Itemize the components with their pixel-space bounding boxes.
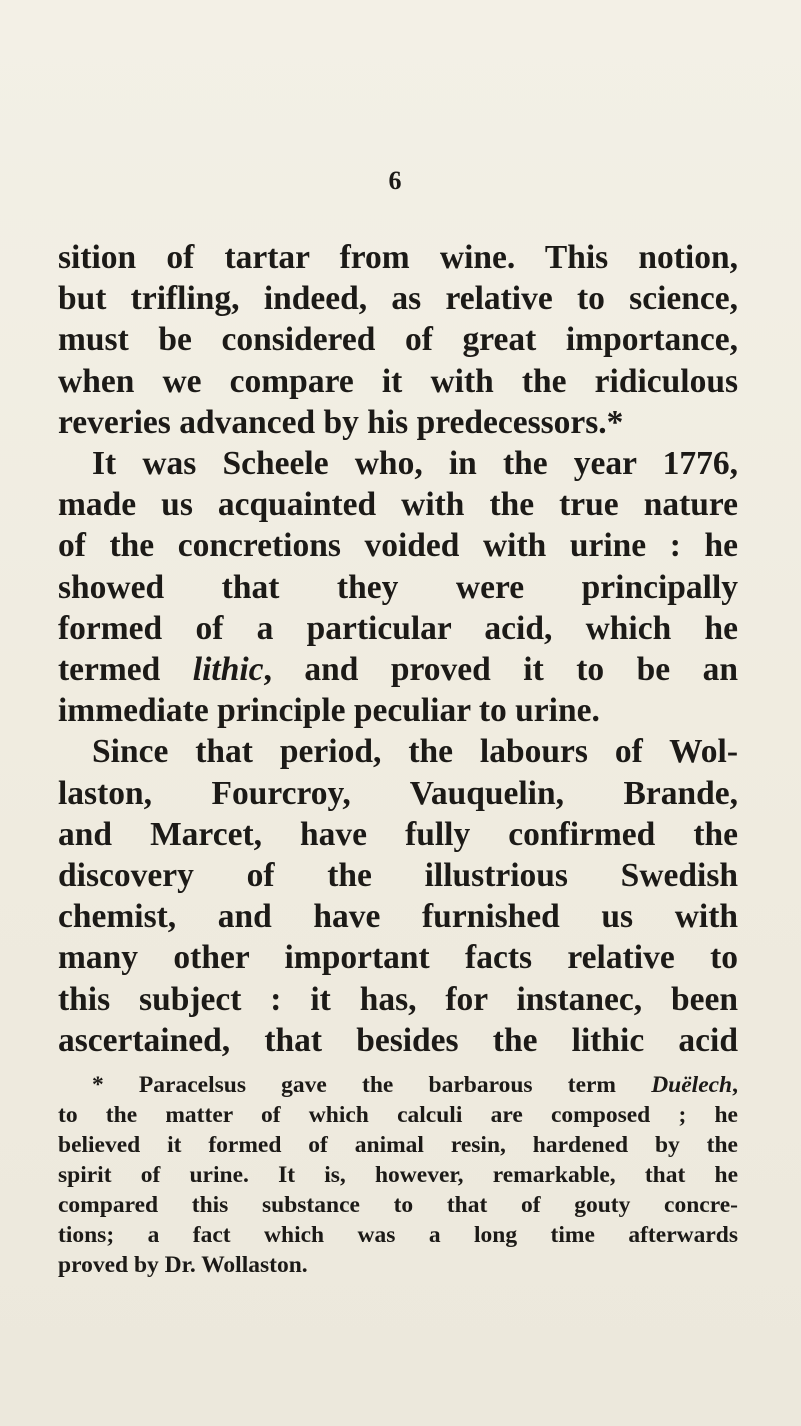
text-line: ascertained, that besides the lithic acid [58, 1021, 738, 1059]
text-line: termed lithic, and proved it to be an [58, 651, 738, 689]
footnote [58, 1070, 738, 1280]
text-line: laston, Fourcroy, Vauquelin, Brande, [58, 774, 738, 812]
page-number: 6 [388, 166, 402, 195]
text-line: showed that they were principally [58, 568, 738, 606]
text-line: made us acquainted with the true nature [58, 486, 738, 524]
text-line: It was Scheele who, in the year 1776, [92, 445, 738, 483]
text-line: Since that period, the labours of Wol- [92, 733, 738, 771]
text-line: of the concretions voided with urine : he [58, 527, 738, 565]
text-line: when we compare it with the ridiculous [58, 362, 738, 400]
footnote-line: to the matter of which calculi are composed ; he [58, 1102, 738, 1128]
footnote-line: spirit of urine. It is, however, remarkable, that he [58, 1162, 738, 1188]
footnote-line: proved by Dr. Wollaston. [58, 1252, 308, 1278]
text-line: must be considered of great importance, [58, 321, 738, 359]
body-text [58, 237, 738, 1061]
text-line: formed of a particular acid, which he [58, 609, 738, 647]
text-line: many other important facts relative to [58, 939, 738, 977]
text-line: this subject : it has, for instanec, been [58, 980, 738, 1018]
text-line: chemist, and have furnished us with [58, 898, 738, 936]
text-line: but trifling, indeed, as relative to science, [58, 280, 738, 318]
text-line: reveries advanced by his predecessors.* [58, 403, 624, 441]
text-line: and Marcet, have fully confirmed the [58, 815, 738, 853]
text-line: sition of tartar from wine. This notion, [58, 239, 738, 276]
text-line: discovery of the illustrious Swedish [58, 857, 738, 895]
footnote-line: compared this substance to that of gouty concre- [58, 1192, 738, 1218]
footnote-line: believed it formed of animal resin, hardened by the [58, 1132, 738, 1158]
footnote-line: * Paracelsus gave the barbarous term Duëlech, [92, 1072, 738, 1098]
text-line: immediate principle peculiar to urine. [58, 692, 600, 730]
footnote-line: tions; a fact which was a long time afterwards [58, 1222, 738, 1248]
